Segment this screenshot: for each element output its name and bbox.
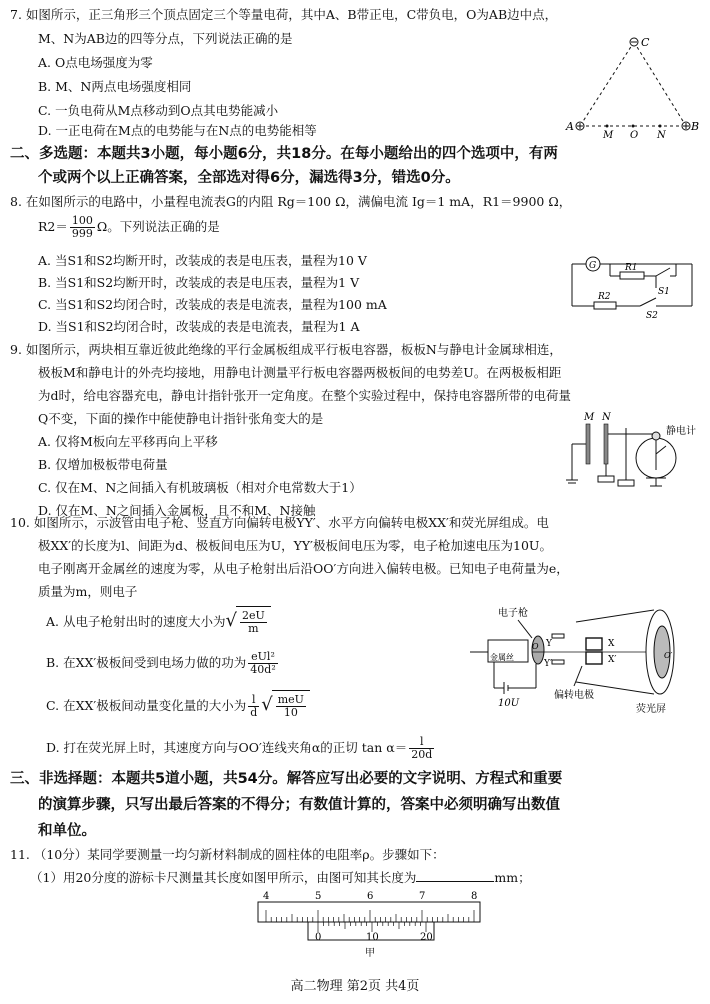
q8-stem-line2 [38,214,220,240]
q11-part1-text: （1）用20分度的游标卡尺测量其长度如图甲所示，由图可知其长度为 [30,870,417,885]
q10-fig-label-op: O′ [664,651,673,660]
q7-fig-label-n: N [657,130,666,141]
q9-option-c: C. 仅在M、N之间插入有机玻璃板（相对介电常数大于1） [38,480,362,495]
q10-option-b [46,648,280,678]
q10-fig-label-x: X [608,639,615,649]
q10-fig-label-xp: X′ [608,655,617,665]
q7-fig-label-a: A [566,120,574,133]
q10-option-c-num1: l [248,694,259,707]
q10-option-d [46,733,436,763]
q10-oscilloscope-figure [458,602,694,732]
q10-option-a-den: m [248,622,259,635]
section3-header-line2: 的演算步骤，只写出最后答案的不得分；有数值计算的，答案中必须明确写出数值 [38,797,560,813]
q10-option-d-num: l [409,736,434,749]
q7-triangle-figure [566,34,700,141]
q9-stem-line4: Q不变，下面的操作中能使静电计指针张角变大的是 [38,411,324,426]
q7-stem-line1: 7. 如图所示，正三角形三个顶点固定三个等量电荷，其中A、B带正电，C带负电，O为AB边中点， [10,7,558,22]
q10-stem-line1: 10. 如图所示，示波管由电子枪、竖直方向偏转电极YY′、水平方向偏转电极XX′和荧光屏组成。电 [10,515,549,530]
q11-figure-caption: 甲 [365,948,375,959]
q10-option-d-fraction [409,736,434,761]
q8-fig-label-s2: S2 [646,311,658,321]
q9-fig-label-electrometer: 静电计 [666,426,696,437]
q10-option-b-fraction [248,651,277,676]
q10-fig-label-deflect: 偏转电极 [554,690,594,701]
q10-fig-label-yp: Y′ [544,659,552,669]
q8-fig-label-r1: R1 [625,263,638,273]
q10-stem-line4: 质量为m，则电子 [38,584,138,599]
q11-part1-unit: mm； [494,870,531,885]
q7-option-a: A. O点电场强度为零 [38,55,153,70]
q10-option-c: C. 在XX′极板间动量变化量的大小为 $\frac{l}{d}$ √ $\frac{\text{meU}}{10}$ [46,690,310,721]
q11-stem: 11. （10分）某同学要测量一均匀新材料制成的圆柱体的电阻率ρ。步骤如下： [10,847,445,862]
q11-main-scale-label: 7 [419,891,426,902]
q8-option-a: A. 当S1和S2均断开时，改装成的表是电压表，量程为10 V [38,253,367,268]
q10-stem-line3: 电子刚离开金属丝的速度为零，从电子枪射出后沿OO′方向进入偏转电极。已知电子电荷量为e， [38,561,569,576]
q7-fig-label-c: C [641,36,650,49]
q10-option-c-text: C. 在XX′极板间动量变化量的大小为 [46,698,247,713]
q11-part1 [30,869,531,887]
q10-option-c-fraction1 [248,694,259,719]
page-footer: 高二物理 第2页 共4页 [290,979,420,994]
q7-stem-line2: M、N为AB边的四等分点，下列说法正确的是 [38,31,293,46]
section3-header-line1: 三、非选择题：本题共5道小题，共54分。解答应写出必要的文字说明、方程式和重要 [10,771,563,787]
q8-fig-label-s1: S1 [658,287,670,297]
q11-main-scale-label: 6 [367,891,374,902]
q8-r2-num: 100 [71,214,93,227]
q9-option-a: A. 仅将M板向左平移再向上平移 [38,434,218,449]
q8-fig-label-r2: R2 [598,292,611,302]
q10-option-d-text: D. 打在荧光屏上时，其速度方向与OO′连线夹角α的正切 tan α＝ [46,740,408,755]
q10-option-b-text: B. 在XX′极板间受到电场力做的功为 [46,655,247,670]
q8-stem-suffix: Ω。下列说法正确的是 [96,219,220,234]
q11-main-scale-label: 8 [471,891,478,902]
q10-option-a-num: 2eU [241,609,265,622]
q7-fig-label-b: B [691,120,700,133]
q8-option-b: B. 当S1和S2均断开时，改装成的表是电压表，量程为1 V [38,275,360,290]
q10-option-a: A. 从电子枪射出时的速度大小为√ $\frac{2eU}{m}$ [46,606,271,637]
q8-stem-line1: 8. 在如图所示的电路中，小量程电流表G的内阻 Rg＝100 Ω，满偏电流 Ig＝1 mA，R1＝9900 Ω， [10,194,572,209]
q9-stem-line3: 为d时，给电容器充电，静电计指针张开一定角度。在整个实验过程中，保持电容器所带的电荷量 [38,388,572,403]
q11-main-scale-label: 4 [263,891,270,902]
q10-option-c-den1: d [250,706,258,719]
q10-fig-label-volt: 10U [498,698,520,709]
q11-vernier-caliper-figure [258,892,480,962]
section3-header-line3: 和单位。 [38,823,96,839]
q11-vernier-scale-label: 20 [420,932,433,943]
q7-fig-label-o: O [630,130,639,141]
q8-option-c: C. 当S1和S2均闭合时，改装成的表是电流表，量程为100 mA [38,297,387,312]
section2-header-line1: 二、多选题：本题共3小题，每小题6分，共18分。在每小题给出的四个选项中，有两 [10,146,558,162]
q7-fig-label-m: M [603,130,614,141]
q10-fig-label-o: O [532,642,539,651]
q9-fig-label-m: M [584,412,595,423]
q10-option-b-den: 40d² [250,663,276,676]
q7-option-c: C. 一负电荷从M点移动到O点其电势能减小 [38,103,279,118]
q10-stem-line2: 极XX′的长度为l、间距为d、极板间电压为U，YY′极板间电压为零，电子枪加速电压为10U。 [38,538,552,553]
q10-option-a-text: A. 从电子枪射出时的速度大小为 [46,614,226,629]
q8-circuit-figure [566,252,696,322]
section2-header-line2: 个或两个以上正确答案，全部选对得6分，漏选得3分，错选0分。 [38,170,460,186]
q11-main-scale-label: 5 [315,891,322,902]
q10-fig-label-gun: 电子枪 [498,608,528,619]
q9-option-b: B. 仅增加极板带电荷量 [38,457,168,472]
q9-fig-label-n: N [602,412,611,423]
q9-stem-line2: 极板M和静电计的外壳均接地，用静电计测量平行板电容器两极板间的电势差U。在两极板相距 [38,365,562,380]
q8-fig-label-g: G [589,261,597,271]
q8-r2-prefix: R2＝ [38,219,68,234]
q8-option-d: D. 当S1和S2均闭合时，改装成的表是电流表，量程为1 A [38,319,360,334]
q9-option-d: D. 仅在M、N之间插入金属板，且不和M、N接触 [38,503,316,518]
q10-option-c-fraction2 [276,694,306,719]
q7-option-d: D. 一正电荷在M点的电势能与在N点的电势能相等 [38,123,317,138]
q11-vernier-scale-label: 0 [315,932,322,943]
q11-answer-blank[interactable] [416,869,494,882]
q10-fig-label-wire: 金属丝 [490,653,514,662]
q10-option-a-fraction [240,610,267,635]
q7-option-b: B. M、N两点电场强度相同 [38,79,192,94]
q9-capacitor-figure [560,414,700,494]
q10-option-b-num: eUl² [248,651,277,664]
q8-r2-fraction [70,215,95,240]
q10-fig-label-screen: 荧光屏 [636,704,666,715]
q10-option-c-num2: meU [277,693,304,706]
q11-vernier-scale-label: 10 [366,932,379,943]
q10-fig-label-y: Y [546,639,552,649]
q10-option-d-den: 20d [411,748,433,761]
q8-r2-den: 999 [71,227,93,240]
q9-stem-line1: 9. 如图所示，两块相互靠近彼此绝缘的平行金属板组成平行板电容器，板板N与静电计金属球相连， [10,342,562,357]
q10-option-c-den2: 10 [283,706,298,719]
